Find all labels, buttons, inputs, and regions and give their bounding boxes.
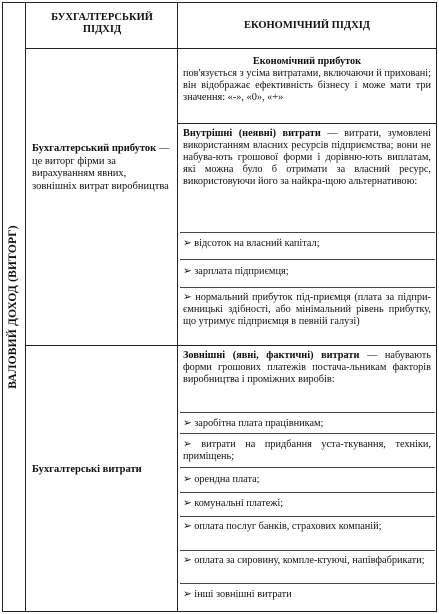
external-sep-1 bbox=[180, 412, 435, 413]
external-item-2: ➢ витрати на придбання уста-ткування, техніки, приміщень; bbox=[183, 439, 431, 463]
external-sep-2 bbox=[180, 433, 435, 434]
internal-item-3: ➢ нормальний прибуток під-приємця (плата за підпри-ємницькі здібності, або мінімальний рівень прибутку, що утримує підприємця в певній галузі) bbox=[183, 292, 431, 328]
bullet-icon: ➢ bbox=[183, 555, 192, 566]
bullet-icon: ➢ bbox=[183, 418, 192, 429]
side-label-text: ВАЛОВИЙ ДОХОД (ВИТОРГ) bbox=[7, 225, 19, 389]
accounting-profit-text: — це виторг фірми за вирахуванням явних, зовнішніх витрат виробництва bbox=[32, 143, 170, 192]
external-item-5: ➢ оплата послуг банків, страхових компаній; bbox=[183, 521, 382, 532]
bullet-icon: ➢ bbox=[183, 266, 192, 277]
economic-profit-title: Економічний прибуток bbox=[252, 56, 362, 67]
external-costs-title: Зовнішні (явні, фактичні) витрати bbox=[183, 350, 360, 361]
internal-sep-2 bbox=[180, 259, 435, 260]
external-sep-4 bbox=[180, 492, 435, 493]
internal-sep-1 bbox=[180, 232, 435, 233]
bullet-icon: ➢ bbox=[183, 439, 192, 450]
bullet-icon: ➢ bbox=[183, 292, 192, 303]
external-item-7: ➢ інші зовнішні витрати bbox=[183, 589, 292, 600]
external-costs-text: — набувають форми грошових платежів постача-льникам факторів виробництва і проміжних виробів: bbox=[183, 350, 431, 386]
external-item-4: ➢ комунальні платежі; bbox=[183, 498, 284, 509]
economic-profit-block bbox=[183, 56, 431, 104]
header-accounting-approach: БУХГАЛТЕРСЬКИЙ ПІДХІД bbox=[51, 12, 153, 35]
external-sep-5 bbox=[180, 516, 435, 517]
external-item-1: ➢ заробітна плата працівникам; bbox=[183, 418, 324, 429]
middle-column-divider bbox=[177, 2, 178, 612]
border-bottom bbox=[2, 611, 437, 612]
side-column-divider bbox=[25, 2, 26, 612]
side-label bbox=[4, 0, 22, 614]
bullet-icon: ➢ bbox=[183, 589, 192, 600]
border-left bbox=[2, 2, 3, 612]
accounting-costs-block bbox=[32, 464, 172, 477]
external-sep-7 bbox=[180, 583, 435, 584]
external-sep-3 bbox=[180, 467, 435, 468]
accounting-profit-block bbox=[32, 143, 172, 193]
bullet-icon: ➢ bbox=[183, 238, 192, 249]
header-economic-approach: ЕКОНОМІЧНИЙ ПІДХІД bbox=[243, 20, 371, 31]
bullet-icon: ➢ bbox=[183, 474, 192, 485]
internal-sep-3 bbox=[180, 287, 435, 288]
row-divider bbox=[25, 345, 437, 346]
border-right bbox=[436, 2, 437, 612]
accounting-costs-title: Бухгалтерські витрати bbox=[32, 464, 142, 475]
economic-profit-text: пов'язується з усіма витратами, включаючи й приховані; він відображає ефективність бізнесу і може мати три значення: «-», «0», «+» bbox=[183, 68, 431, 104]
external-item-6: ➢ оплата за сировину, компле-ктуючі, напівфабрикати; bbox=[183, 555, 425, 566]
header-divider bbox=[25, 48, 437, 49]
external-sep-6 bbox=[180, 550, 435, 551]
bullet-icon: ➢ bbox=[183, 521, 192, 532]
external-costs-block bbox=[183, 350, 431, 386]
internal-item-2: ➢ зарплата підприємця; bbox=[183, 266, 289, 277]
internal-costs-text: — витрати, зумовлені використанням власних ресурсів підприємства; вони не набува-ють грошової форми і дорівню-ють виплатам, які можна було б отримати за власний ресурс, використовуючи його за найкра-щою альтернативою: bbox=[183, 128, 431, 188]
right-divider-1 bbox=[177, 123, 437, 124]
internal-costs-title: Внутрішні (неявні) витрати bbox=[183, 128, 321, 139]
external-item-3: ➢ орендна плата; bbox=[183, 474, 260, 485]
internal-item-1: ➢ відсоток на власний капітал; bbox=[183, 238, 320, 249]
internal-costs-block bbox=[183, 128, 431, 188]
bullet-icon: ➢ bbox=[183, 498, 192, 509]
border-top bbox=[2, 2, 437, 3]
accounting-profit-title: Бухгалтерський прибуток bbox=[32, 143, 157, 154]
